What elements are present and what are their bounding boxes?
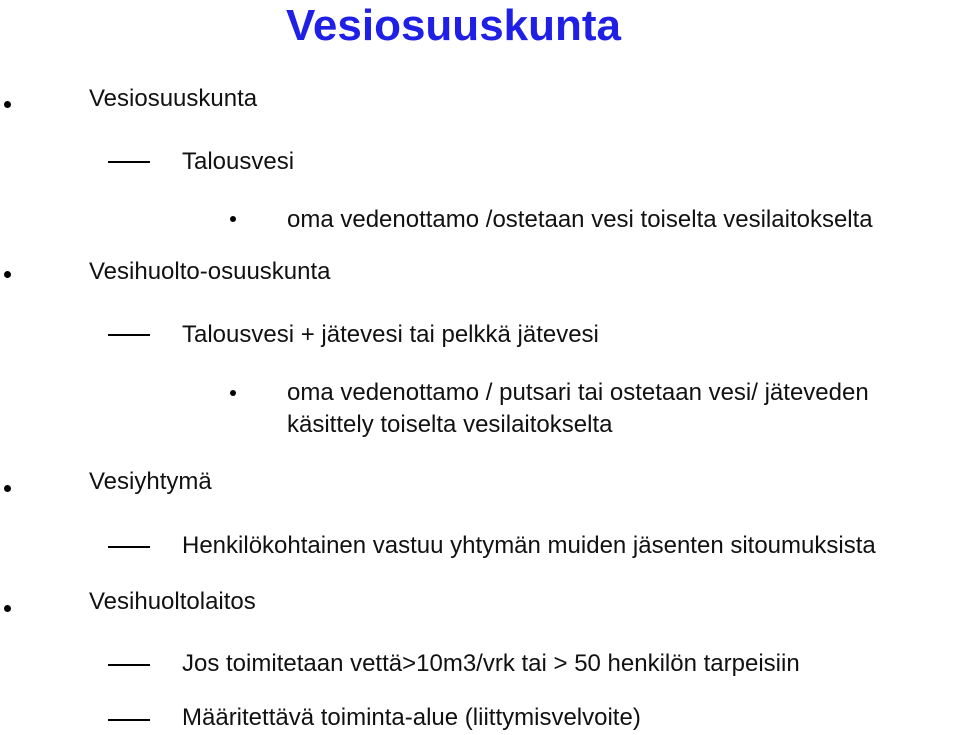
- list-item-level3-continuation: käsittely toiselta vesilaitokselta: [287, 411, 613, 438]
- dash-bullet-icon: [108, 664, 150, 666]
- list-item-level1: Vesiyhtymä: [89, 468, 212, 495]
- dash-bullet-icon: [108, 334, 150, 336]
- list-item-level2: Talousvesi: [182, 148, 295, 175]
- dash-bullet-icon: [108, 546, 150, 548]
- list-item-level1: Vesihuoltolaitos: [89, 588, 256, 615]
- list-item-level2: Määritettävä toiminta-alue (liittymisvelvoite): [182, 704, 641, 731]
- dash-bullet-icon: [108, 719, 150, 721]
- bullet-dot-icon: [230, 216, 236, 222]
- bullet-dot-icon: [4, 485, 11, 492]
- bullet-dot-icon: [4, 101, 11, 108]
- list-item-level2: Jos toimitetaan vettä>10m3/vrk tai > 50 henkilön tarpeisiin: [182, 650, 800, 677]
- bullet-dot-icon: [4, 271, 11, 278]
- list-item-level1: Vesiosuuskunta: [89, 85, 258, 112]
- list-item-level2: Henkilökohtainen vastuu yhtymän muiden jäsenten sitoumuksista: [182, 532, 876, 559]
- dash-bullet-icon: [108, 161, 150, 163]
- bullet-dot-icon: [230, 390, 236, 396]
- list-item-level2: Talousvesi + jätevesi tai pelkkä jätevesi: [182, 321, 599, 348]
- list-item-level3: oma vedenottamo /ostetaan vesi toiselta vesilaitokselta: [287, 206, 873, 233]
- list-item-level3: oma vedenottamo / putsari tai ostetaan vesi/ jäteveden: [287, 379, 869, 406]
- page-title: Vesiosuuskunta: [286, 1, 622, 50]
- list-item-level1: Vesihuolto-osuuskunta: [89, 258, 331, 285]
- bullet-dot-icon: [4, 605, 11, 612]
